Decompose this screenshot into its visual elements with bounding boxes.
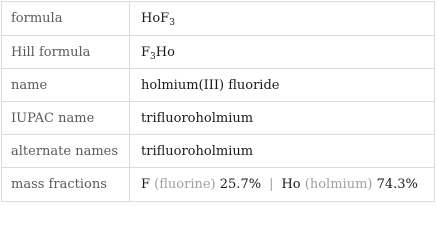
- row-label-formula: formula: [2, 2, 130, 36]
- row-label-mass-fractions: mass fractions: [2, 168, 130, 202]
- formula-base: HoF: [141, 11, 170, 26]
- table-row: [2, 2, 435, 36]
- properties-table: [1, 1, 435, 202]
- hill-formula-subscript: 3: [150, 51, 156, 62]
- row-label-alternate-names: alternate names: [2, 135, 130, 168]
- row-label-iupac-name: IUPAC name: [2, 102, 130, 135]
- element-name-fluorine: (fluorine): [154, 177, 216, 192]
- name-value: holmium(III) fluoride: [130, 69, 435, 102]
- hill-formula-rest: Ho: [155, 44, 175, 60]
- iupac-name-value: trifluoroholmium: [130, 102, 435, 135]
- table-row: [2, 102, 435, 135]
- hill-formula-base: F: [141, 44, 151, 60]
- table-row: [2, 69, 435, 102]
- element-symbol-fluorine: F: [141, 177, 151, 192]
- row-label-name: name: [2, 69, 130, 102]
- row-label-hill-formula: Hill formula: [2, 36, 130, 69]
- formula-value: [130, 2, 435, 36]
- element-symbol-holmium: Ho: [281, 177, 301, 192]
- table-row: [2, 168, 435, 202]
- alternate-names-value: trifluoroholmium: [130, 135, 435, 168]
- mass-fractions-value: [130, 168, 435, 202]
- table-row: [2, 36, 435, 69]
- element-name-holmium: (holmium): [304, 177, 373, 192]
- mass-fraction-fluorine: 25.7%: [219, 177, 262, 192]
- mass-fraction-holmium: 74.3%: [376, 177, 418, 192]
- fraction-separator: |: [269, 177, 274, 192]
- table-row: [2, 135, 435, 168]
- hill-formula-value: [130, 36, 435, 69]
- formula-subscript: 3: [169, 18, 175, 28]
